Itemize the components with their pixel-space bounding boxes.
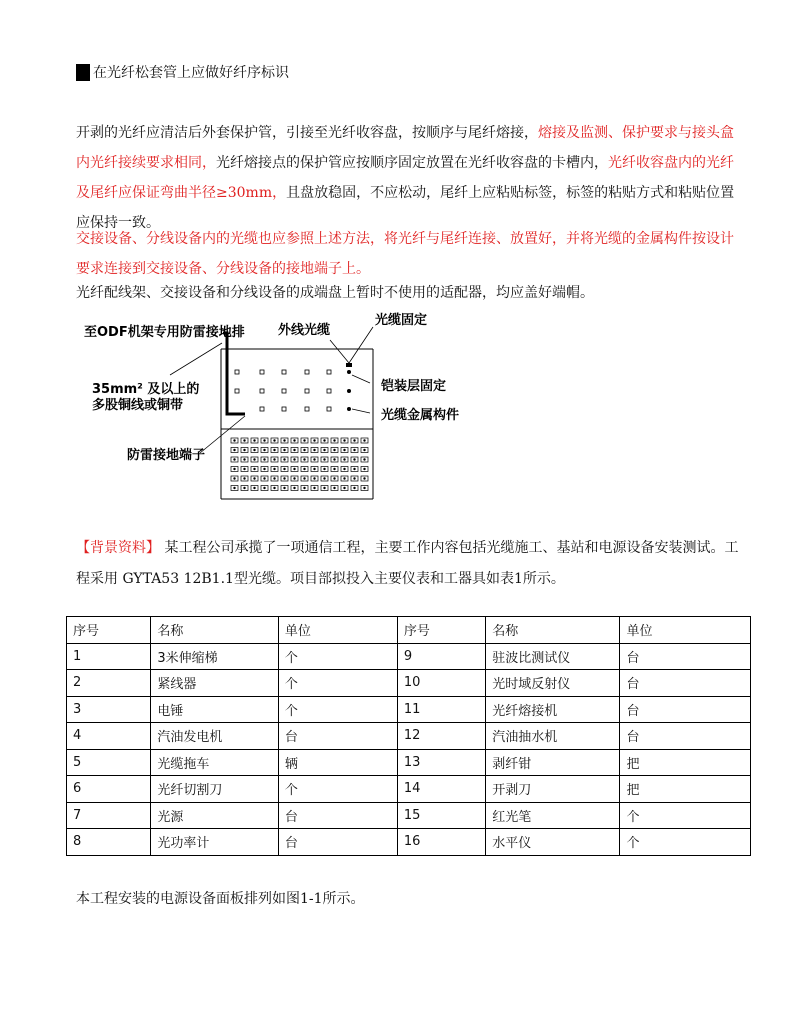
adapter-port-dot (243, 449, 245, 451)
equipment-table (66, 616, 751, 856)
adapter-port-dot (293, 477, 295, 479)
table-cell: 紧线器 (151, 670, 279, 697)
table-row (67, 776, 751, 803)
table-header-cell: 名称 (486, 617, 620, 644)
table-row (67, 723, 751, 750)
adapter-port-dot (313, 449, 315, 451)
adapter-port-dot (343, 477, 345, 479)
label-cable-fixing: 光缆固定 (375, 313, 428, 328)
adapter-port-dot (253, 449, 255, 451)
adapter-port-dot (363, 458, 365, 460)
adapter-port-dot (353, 477, 355, 479)
adapter-port-dot (333, 439, 335, 441)
adapter-port-dot (263, 477, 265, 479)
adapter-port-dot (233, 449, 235, 451)
table-cell: 红光笔 (486, 802, 620, 829)
table-cell: 11 (397, 696, 485, 723)
table-cell: 把 (620, 749, 751, 776)
table-cell: 水平仪 (486, 829, 620, 856)
para1-segment: 光纤熔接点的保护管应按顺序固定放置在光纤收容盘的卡槽内， (216, 155, 608, 171)
heading-text: 在光纤松套管上应做好纤序标识 (93, 65, 289, 81)
adapter-port-dot (323, 477, 325, 479)
footer-sentence: 本工程安装的电源设备面板排列如图1-1所示。 (76, 891, 365, 907)
table-cell: 光时域反射仪 (486, 670, 620, 697)
table-cell: 10 (397, 670, 485, 697)
table-cell: 剥纤钳 (486, 749, 620, 776)
adapter-port-dot (273, 458, 275, 460)
adapter-port-dot (333, 458, 335, 460)
table-cell: 9 (397, 643, 485, 670)
adapter-port-dot (343, 487, 345, 489)
adapter-port-dot (363, 477, 365, 479)
table-cell: 台 (620, 723, 751, 750)
table-cell: 台 (620, 643, 751, 670)
background-tag: 【背景资料】 (76, 540, 160, 556)
adapter-port-dot (343, 449, 345, 451)
paragraph-background (76, 533, 746, 595)
table-row (67, 829, 751, 856)
table-header-cell: 序号 (397, 617, 485, 644)
paragraph-end-caps: 光纤配线架、交接设备和分线设备的成端盘上暂时不使用的适配器，均应盖好端帽。 (76, 285, 594, 301)
table-cell: 4 (67, 723, 151, 750)
adapter-port-dot (363, 487, 365, 489)
table-cell: 3 (67, 696, 151, 723)
table-cell: 个 (620, 802, 751, 829)
table-cell: 14 (397, 776, 485, 803)
adapter-port-dot (263, 449, 265, 451)
adapter-port-dot (343, 458, 345, 460)
adapter-port-dot (303, 449, 305, 451)
adapter-port-dot (273, 468, 275, 470)
adapter-port-dot (233, 487, 235, 489)
paragraph-cross-connect: 交接设备、分线设备内的光缆也应参照上述方法，将光纤与尾纤连接、放置好，并将光缆的金属构件按设计要求连接到交接设备、分线设备的接地端子上。 (76, 231, 734, 277)
adapter-grid-lower (231, 438, 368, 491)
table-cell: 5 (67, 749, 151, 776)
para1-segment: 开剥的光纤应清洁后外套保护管，引接至光纤收容盘，按顺序与尾纤熔接， (76, 125, 538, 141)
table-header-cell: 名称 (151, 617, 279, 644)
table-cell: 个 (278, 696, 397, 723)
adapter-port-dot (263, 487, 265, 489)
table-cell: 13 (397, 749, 485, 776)
adapter-port-dot (273, 449, 275, 451)
table-cell: 2 (67, 670, 151, 697)
table-cell: 3米伸缩梯 (151, 643, 279, 670)
adapter-port-dot (293, 458, 295, 460)
table-cell: 汽油发电机 (151, 723, 279, 750)
adapter-port-dot (233, 439, 235, 441)
table-cell: 光缆拖车 (151, 749, 279, 776)
table-cell: 个 (278, 670, 397, 697)
table-cell: 8 (67, 829, 151, 856)
table-cell: 个 (278, 643, 397, 670)
table-row (67, 696, 751, 723)
adapter-port-dot (283, 458, 285, 460)
para1-segment: 熔接及监测、保护要求与接头盒内光纤接续要求相同， (76, 125, 734, 171)
table-cell: 把 (620, 776, 751, 803)
adapter-port-dot (283, 449, 285, 451)
adapter-port-dot (243, 458, 245, 460)
adapter-port-dot (233, 468, 235, 470)
table-row (67, 749, 751, 776)
adapter-port-dot (343, 468, 345, 470)
table-cell: 光源 (151, 802, 279, 829)
adapter-port-dot (253, 468, 255, 470)
label-copper-wire-2: 多股铜线或铜带 (92, 398, 184, 413)
table-cell: 光纤熔接机 (486, 696, 620, 723)
table-cell: 台 (278, 829, 397, 856)
adapter-port-dot (323, 487, 325, 489)
paragraph-fiber-splice (76, 118, 746, 238)
adapter-port-dot (283, 487, 285, 489)
table-cell: 台 (620, 696, 751, 723)
adapter-port-dot (243, 477, 245, 479)
adapter-port-dot (343, 439, 345, 441)
adapter-port-dot (253, 477, 255, 479)
label-odf-ground-bar: 至ODF机架专用防雷接地排 (84, 325, 245, 340)
adapter-port-dot (303, 439, 305, 441)
table-cell: 电锤 (151, 696, 279, 723)
table-cell: 汽油抽水机 (486, 723, 620, 750)
adapter-port-dot (323, 458, 325, 460)
adapter-port-dot (243, 487, 245, 489)
adapter-port-dot (353, 458, 355, 460)
table-cell: 开剥刀 (486, 776, 620, 803)
table-cell: 个 (278, 776, 397, 803)
table-cell: 个 (620, 829, 751, 856)
adapter-port-dot (303, 477, 305, 479)
adapter-port-dot (323, 449, 325, 451)
adapter-port-dot (353, 468, 355, 470)
para1-segment: 且盘放稳固，不应松动，尾纤上应粘贴标签，标签的粘贴方式和粘贴位置应保持一致。 (76, 185, 735, 231)
table-cell: 台 (620, 670, 751, 697)
table-cell: 光纤切割刀 (151, 776, 279, 803)
label-ground-terminal: 防雷接地端子 (127, 448, 206, 463)
adapter-port-dot (273, 439, 275, 441)
adapter-port-dot (263, 439, 265, 441)
adapter-grid-upper (235, 370, 331, 411)
adapter-port-dot (273, 477, 275, 479)
table-row (67, 802, 751, 829)
adapter-port-dot (283, 439, 285, 441)
adapter-port-dot (233, 477, 235, 479)
adapter-port-dot (273, 487, 275, 489)
adapter-port-dot (253, 439, 255, 441)
adapter-port-dot (263, 468, 265, 470)
adapter-port-dot (363, 468, 365, 470)
label-outer-cable: 外线光缆 (278, 323, 331, 338)
adapter-port-dot (303, 468, 305, 470)
adapter-port-dot (253, 458, 255, 460)
adapter-port-dot (243, 439, 245, 441)
section-heading (76, 62, 289, 82)
adapter-port-dot (323, 468, 325, 470)
adapter-port-dot (363, 439, 365, 441)
table-cell: 1 (67, 643, 151, 670)
adapter-port-dot (313, 439, 315, 441)
table-cell: 6 (67, 776, 151, 803)
adapter-port-dot (293, 439, 295, 441)
adapter-port-dot (353, 439, 355, 441)
table-cell: 台 (278, 723, 397, 750)
table-cell: 15 (397, 802, 485, 829)
adapter-port-dot (363, 449, 365, 451)
adapter-port-dot (333, 468, 335, 470)
adapter-port-dot (313, 487, 315, 489)
table-cell: 7 (67, 802, 151, 829)
table-cell: 驻波比测试仪 (486, 643, 620, 670)
table-row (67, 643, 751, 670)
label-metal-member: 光缆金属构件 (381, 408, 460, 423)
table-cell: 台 (278, 802, 397, 829)
adapter-port-dot (293, 468, 295, 470)
table-cell: 12 (397, 723, 485, 750)
square-bullet-icon (76, 64, 90, 81)
adapter-port-dot (243, 468, 245, 470)
adapter-port-dot (263, 458, 265, 460)
table-header-cell: 单位 (620, 617, 751, 644)
table-header-cell: 序号 (67, 617, 151, 644)
adapter-port-dot (293, 449, 295, 451)
label-copper-wire-1: 35mm² 及以上的 (92, 382, 200, 397)
adapter-port-dot (323, 439, 325, 441)
adapter-port-dot (313, 458, 315, 460)
adapter-port-dot (233, 458, 235, 460)
table-row (67, 670, 751, 697)
table-cell: 光功率计 (151, 829, 279, 856)
table-cell: 16 (397, 829, 485, 856)
adapter-port-dot (293, 487, 295, 489)
adapter-port-dot (303, 458, 305, 460)
adapter-port-dot (353, 487, 355, 489)
adapter-port-dot (353, 449, 355, 451)
background-text: 某工程公司承揽了一项通信工程，主要工作内容包括光缆施工、基站和电源设备安装测试。工程采用 GYTA53 12B1.1型光缆。项目部拟投入主要仪表和工器具如表1所示。 (76, 540, 739, 587)
adapter-port-dot (313, 477, 315, 479)
table-header-row (67, 617, 751, 644)
para1-segment: 光纤收容盘内的光纤及尾纤应保证弯曲半径≥30mm， (76, 155, 734, 201)
label-armor-fixing: 铠装层固定 (381, 379, 447, 394)
adapter-port-dot (283, 477, 285, 479)
adapter-port-dot (253, 487, 255, 489)
table-header-cell: 单位 (278, 617, 397, 644)
adapter-port-dot (333, 477, 335, 479)
adapter-port-dot (313, 468, 315, 470)
table-cell: 辆 (278, 749, 397, 776)
adapter-port-dot (333, 487, 335, 489)
adapter-port-dot (283, 468, 285, 470)
adapter-port-dot (333, 449, 335, 451)
adapter-port-dot (303, 487, 305, 489)
